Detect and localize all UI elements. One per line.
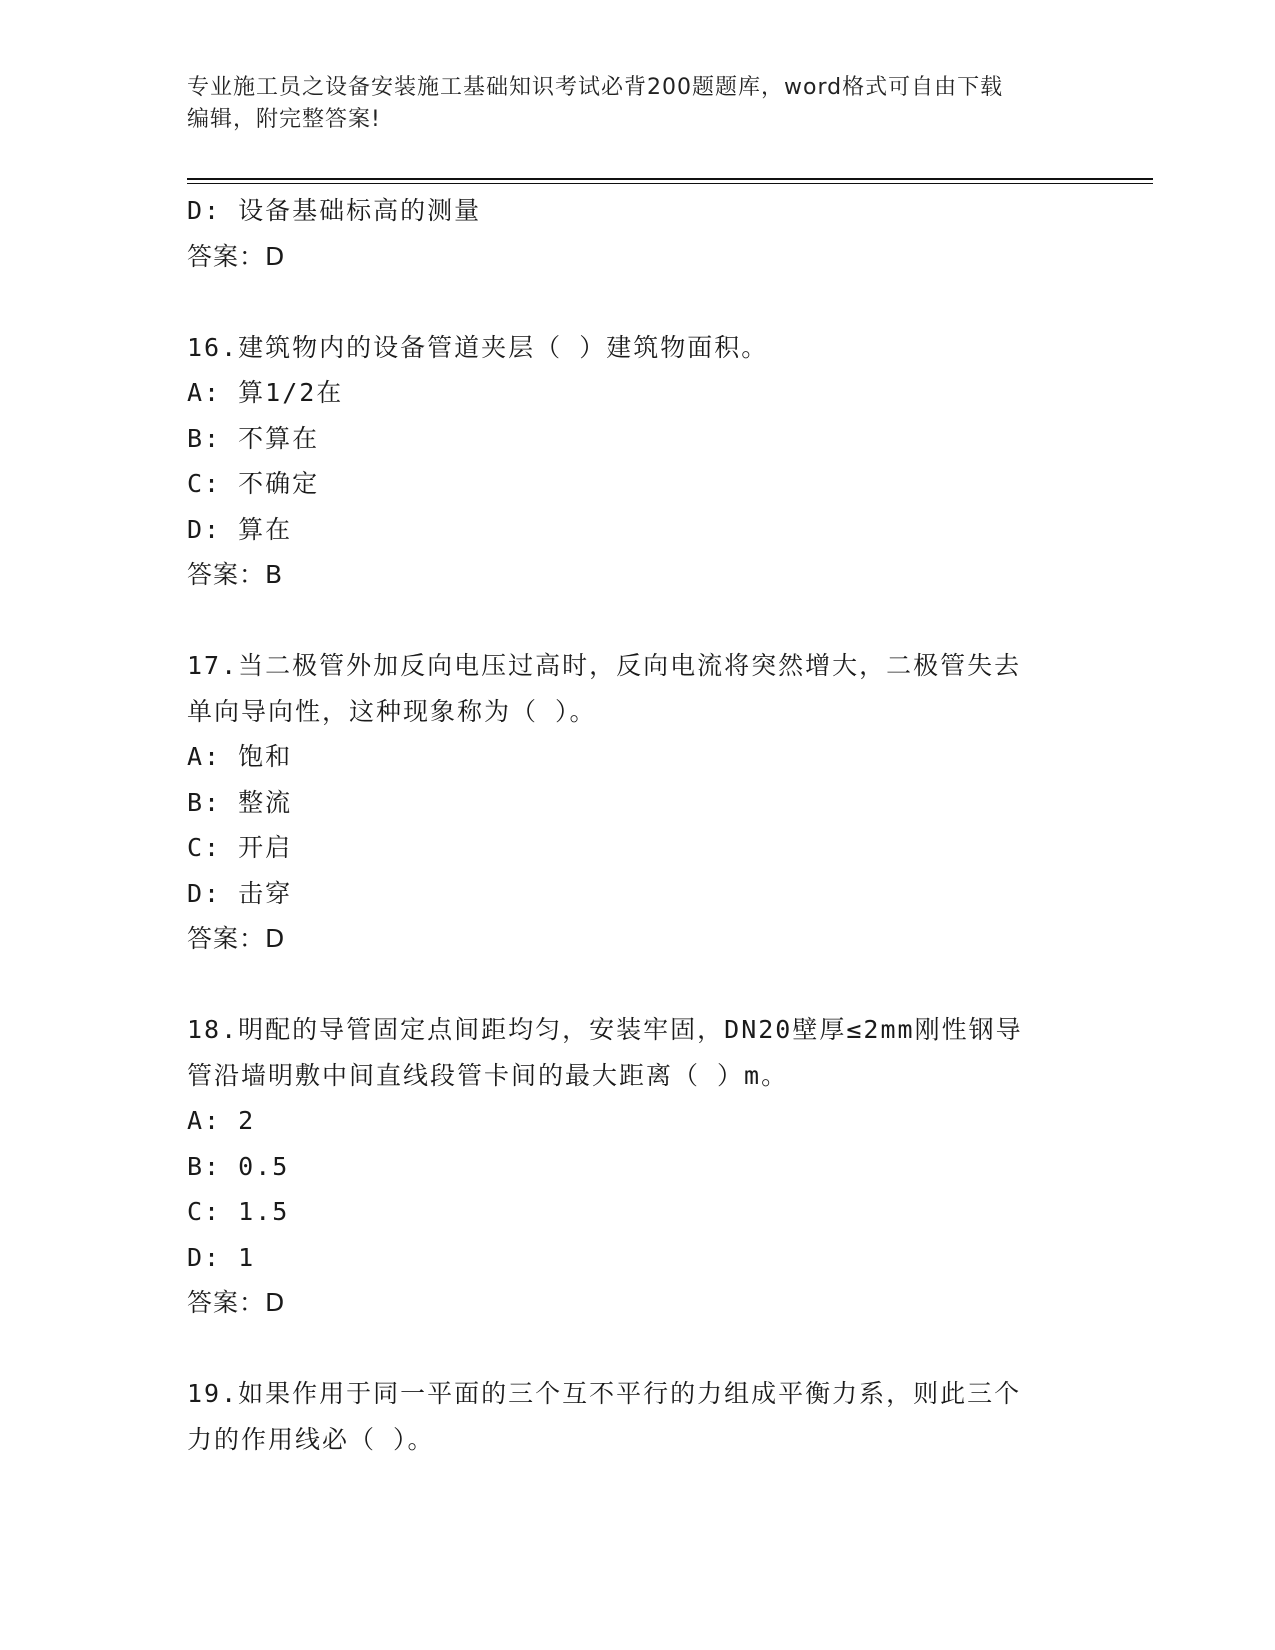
question-gap [187,279,1087,325]
option-a: A: 算1/2在 [187,378,344,407]
header-divider-thick [187,178,1153,180]
option-c: C: 1.5 [187,1197,290,1226]
answer: 答案：D [187,924,286,953]
option-c: C: 开启 [187,833,293,862]
question-19 [187,1371,1087,1462]
option-b: B: 0.5 [187,1151,290,1181]
question-stem-line-2: 单向导向性，这种现象称为（ ）。 [187,696,597,726]
question-stem-line-1: 19.如果作用于同一平面的三个互不平行的力组成平衡力系，则此三个 [187,1379,1022,1408]
option-a: A: 饱和 [187,742,293,771]
header-title-line-1: 专业施工员之设备安装施工基础知识考试必背200题题库，word格式可自由下载 [187,75,1004,100]
question-gap [187,598,1087,644]
option-d: D: 击穿 [187,878,293,908]
question-gap [187,1326,1087,1372]
option-a: A: 2 [187,1106,256,1135]
answer: 答案：D [187,1288,286,1317]
option-d: D: 算在 [187,514,293,544]
question-stem: 16.建筑物内的设备管道夹层（ ）建筑物面积。 [187,332,769,362]
option-b: B: 不算在 [187,423,320,453]
document-header [187,72,1087,136]
answer: 答案：B [187,560,284,589]
header-divider-thin [187,183,1153,184]
prev-option-d: D: 设备基础标高的测量 [187,196,482,225]
option-c: C: 不确定 [187,469,320,498]
question-stem-line-2: 管沿墙明敷中间直线段管卡间的最大距离（ ）m。 [187,1060,789,1090]
question-16 [187,325,1087,598]
question-list [187,188,1087,1462]
question-17 [187,643,1087,962]
question-18 [187,1007,1087,1326]
question-stem-line-1: 17.当二极管外加反向电压过高时，反向电流将突然增大，二极管失去 [187,651,1022,680]
header-title-line-2: 编辑，附完整答案! [187,107,381,132]
option-d: D: 1 [187,1242,256,1272]
question-stem-line-2: 力的作用线必（ ）。 [187,1424,435,1454]
option-b: B: 整流 [187,787,293,817]
question-gap [187,962,1087,1008]
question-stem-line-1: 18.明配的导管固定点间距均匀，安装牢固，DN20壁厚≤2mm刚性钢导 [187,1015,1023,1044]
prev-answer: 答案：D [187,241,286,271]
